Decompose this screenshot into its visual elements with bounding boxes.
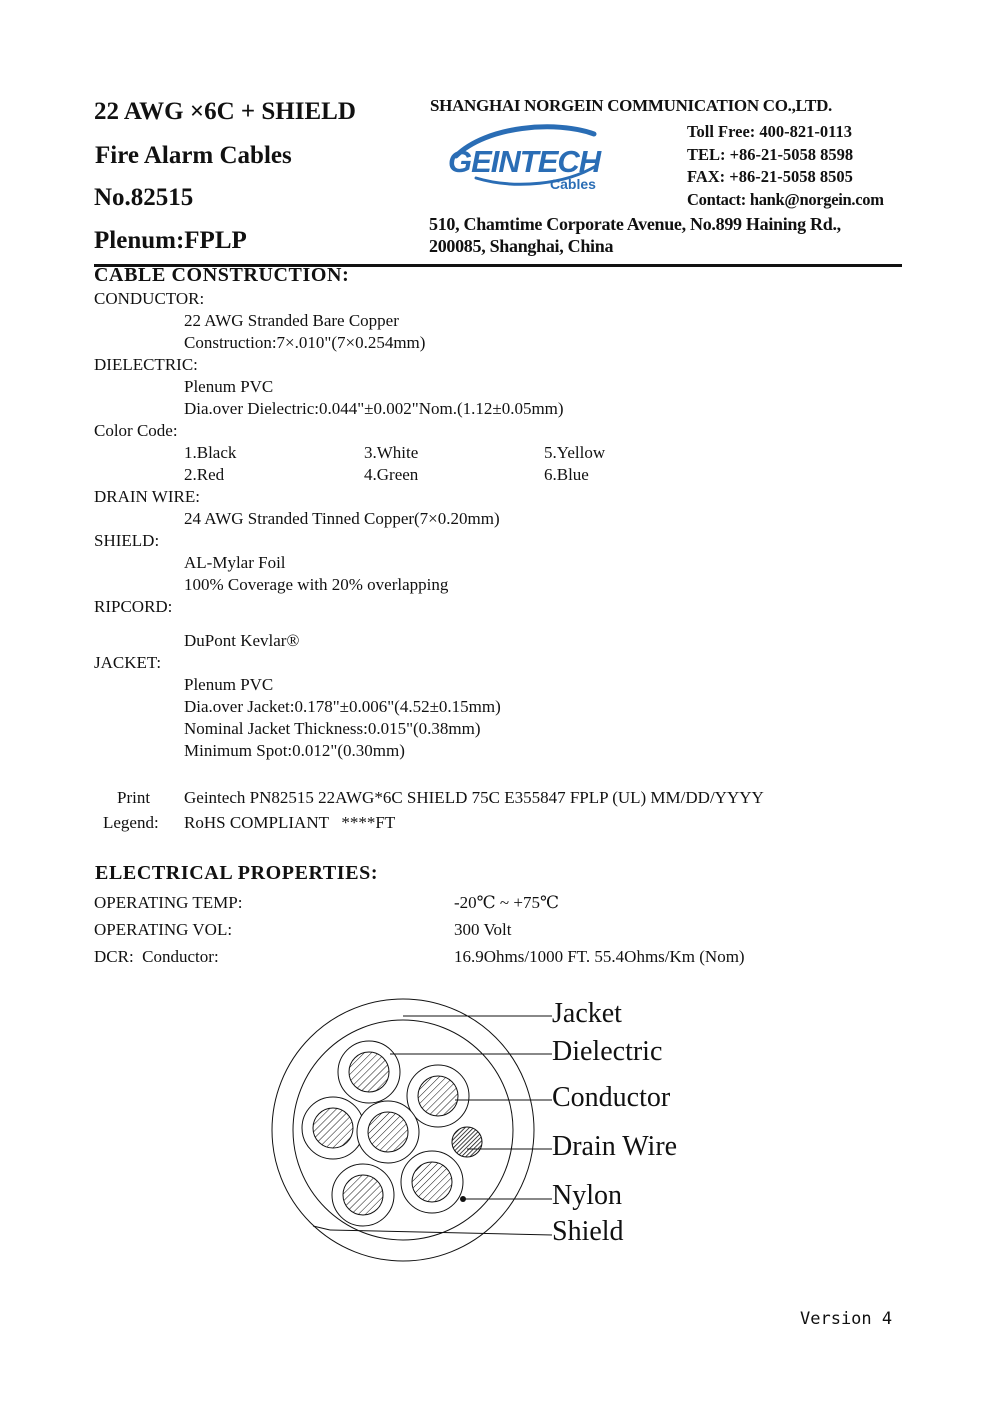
color-code-item: 6.Blue — [544, 465, 589, 484]
ripcord-material: DuPont Kevlar® — [184, 631, 300, 650]
logo-subtitle: Cables — [550, 176, 596, 192]
print-legend-label: Legend: — [103, 813, 159, 832]
jacket-thickness: Nominal Jacket Thickness:0.015"(0.38mm) — [184, 719, 481, 738]
construction-heading: CABLE CONSTRUCTION: — [94, 264, 350, 286]
version-label: Version 4 — [800, 1309, 893, 1329]
jacket-diameter: Dia.over Jacket:0.178"±0.006"(4.52±0.15mm) — [184, 697, 501, 716]
dielectric-diameter: Dia.over Dielectric:0.044"±0.002"Nom.(1.12±0.05mm) — [184, 399, 564, 418]
electrical-heading: ELECTRICAL PROPERTIES: — [95, 862, 379, 884]
property-value: 300 Volt — [454, 920, 512, 939]
tel-number: TEL: +86-21-5058 8598 — [687, 145, 854, 164]
logo-wordmark: GEINTECH — [448, 144, 601, 179]
print-legend-line-2: RoHS COMPLIANT ****FT — [184, 813, 396, 832]
shield-coverage: 100% Coverage with 20% overlapping — [184, 575, 449, 594]
part-number: No.82515 — [94, 184, 194, 211]
conductor-label: CONDUCTOR: — [94, 289, 205, 308]
conductor-construction: Construction:7×.010"(7×0.254mm) — [184, 333, 426, 352]
diagram-label-dielectric: Dielectric — [552, 1036, 663, 1067]
tollfree-number: Toll Free: 400-821-0113 — [687, 122, 852, 141]
color-code-item: 5.Yellow — [544, 443, 606, 462]
address-line-1: 510, Chamtime Corporate Avenue, No.899 Haining Rd., — [429, 214, 841, 234]
ripcord-label: RIPCORD: — [94, 597, 173, 616]
diagram-label-nylon: Nylon — [552, 1180, 622, 1211]
drain-wire-spec: 24 AWG Stranded Tinned Copper(7×0.20mm) — [184, 509, 500, 528]
geintech-logo — [446, 120, 616, 200]
dielectric-label: DIELECTRIC: — [94, 355, 198, 374]
diagram-label-drain-wire: Drain Wire — [552, 1131, 678, 1162]
diagram-label-conductor: Conductor — [552, 1082, 671, 1113]
product-type: Fire Alarm Cables — [95, 142, 292, 169]
property-value: 16.9Ohms/1000 FT. 55.4Ohms/Km (Nom) — [454, 947, 745, 966]
property-label: DCR: Conductor: — [94, 947, 219, 966]
conductor-material: 22 AWG Stranded Bare Copper — [184, 311, 399, 330]
shield-label: SHIELD: — [94, 531, 160, 550]
color-code-item: 2.Red — [184, 465, 225, 484]
color-code-label: Color Code: — [94, 421, 178, 440]
property-label: OPERATING VOL: — [94, 920, 233, 939]
drain-wire-label: DRAIN WIRE: — [94, 487, 200, 506]
dielectric-material: Plenum PVC — [184, 377, 274, 396]
diagram-label-jacket: Jacket — [552, 998, 622, 1029]
fax-number: FAX: +86-21-5058 8505 — [687, 167, 853, 186]
jacket-material: Plenum PVC — [184, 675, 274, 694]
plenum-rating: Plenum:FPLP — [94, 227, 247, 254]
shield-material: AL-Mylar Foil — [184, 553, 286, 572]
print-legend-label: Print — [117, 788, 151, 807]
document-title: 22 AWG ×6C + SHIELD — [94, 98, 356, 125]
diagram-label-shield: Shield — [552, 1216, 624, 1247]
jacket-label: JACKET: — [94, 653, 162, 672]
address-line-2: 200085, Shanghai, China — [429, 236, 614, 256]
drain-wire-circle — [452, 1127, 482, 1157]
property-value: -20℃ ~ +75℃ — [454, 893, 559, 912]
property-label: OPERATING TEMP: — [94, 893, 243, 912]
conductor-group — [302, 1041, 469, 1226]
company-name: SHANGHAI NORGEIN COMMUNICATION CO.,LTD. — [430, 96, 833, 115]
color-code-item: 4.Green — [364, 465, 419, 484]
print-legend-line-1: Geintech PN82515 22AWG*6C SHIELD 75C E355847 FPLP (UL) MM/DD/YYYY — [184, 788, 764, 807]
jacket-min-spot: Minimum Spot:0.012"(0.30mm) — [184, 741, 405, 760]
color-code-item: 3.White — [364, 443, 419, 462]
color-code-item: 1.Black — [184, 443, 237, 462]
contact-email: Contact: hank@norgein.com — [687, 190, 884, 209]
